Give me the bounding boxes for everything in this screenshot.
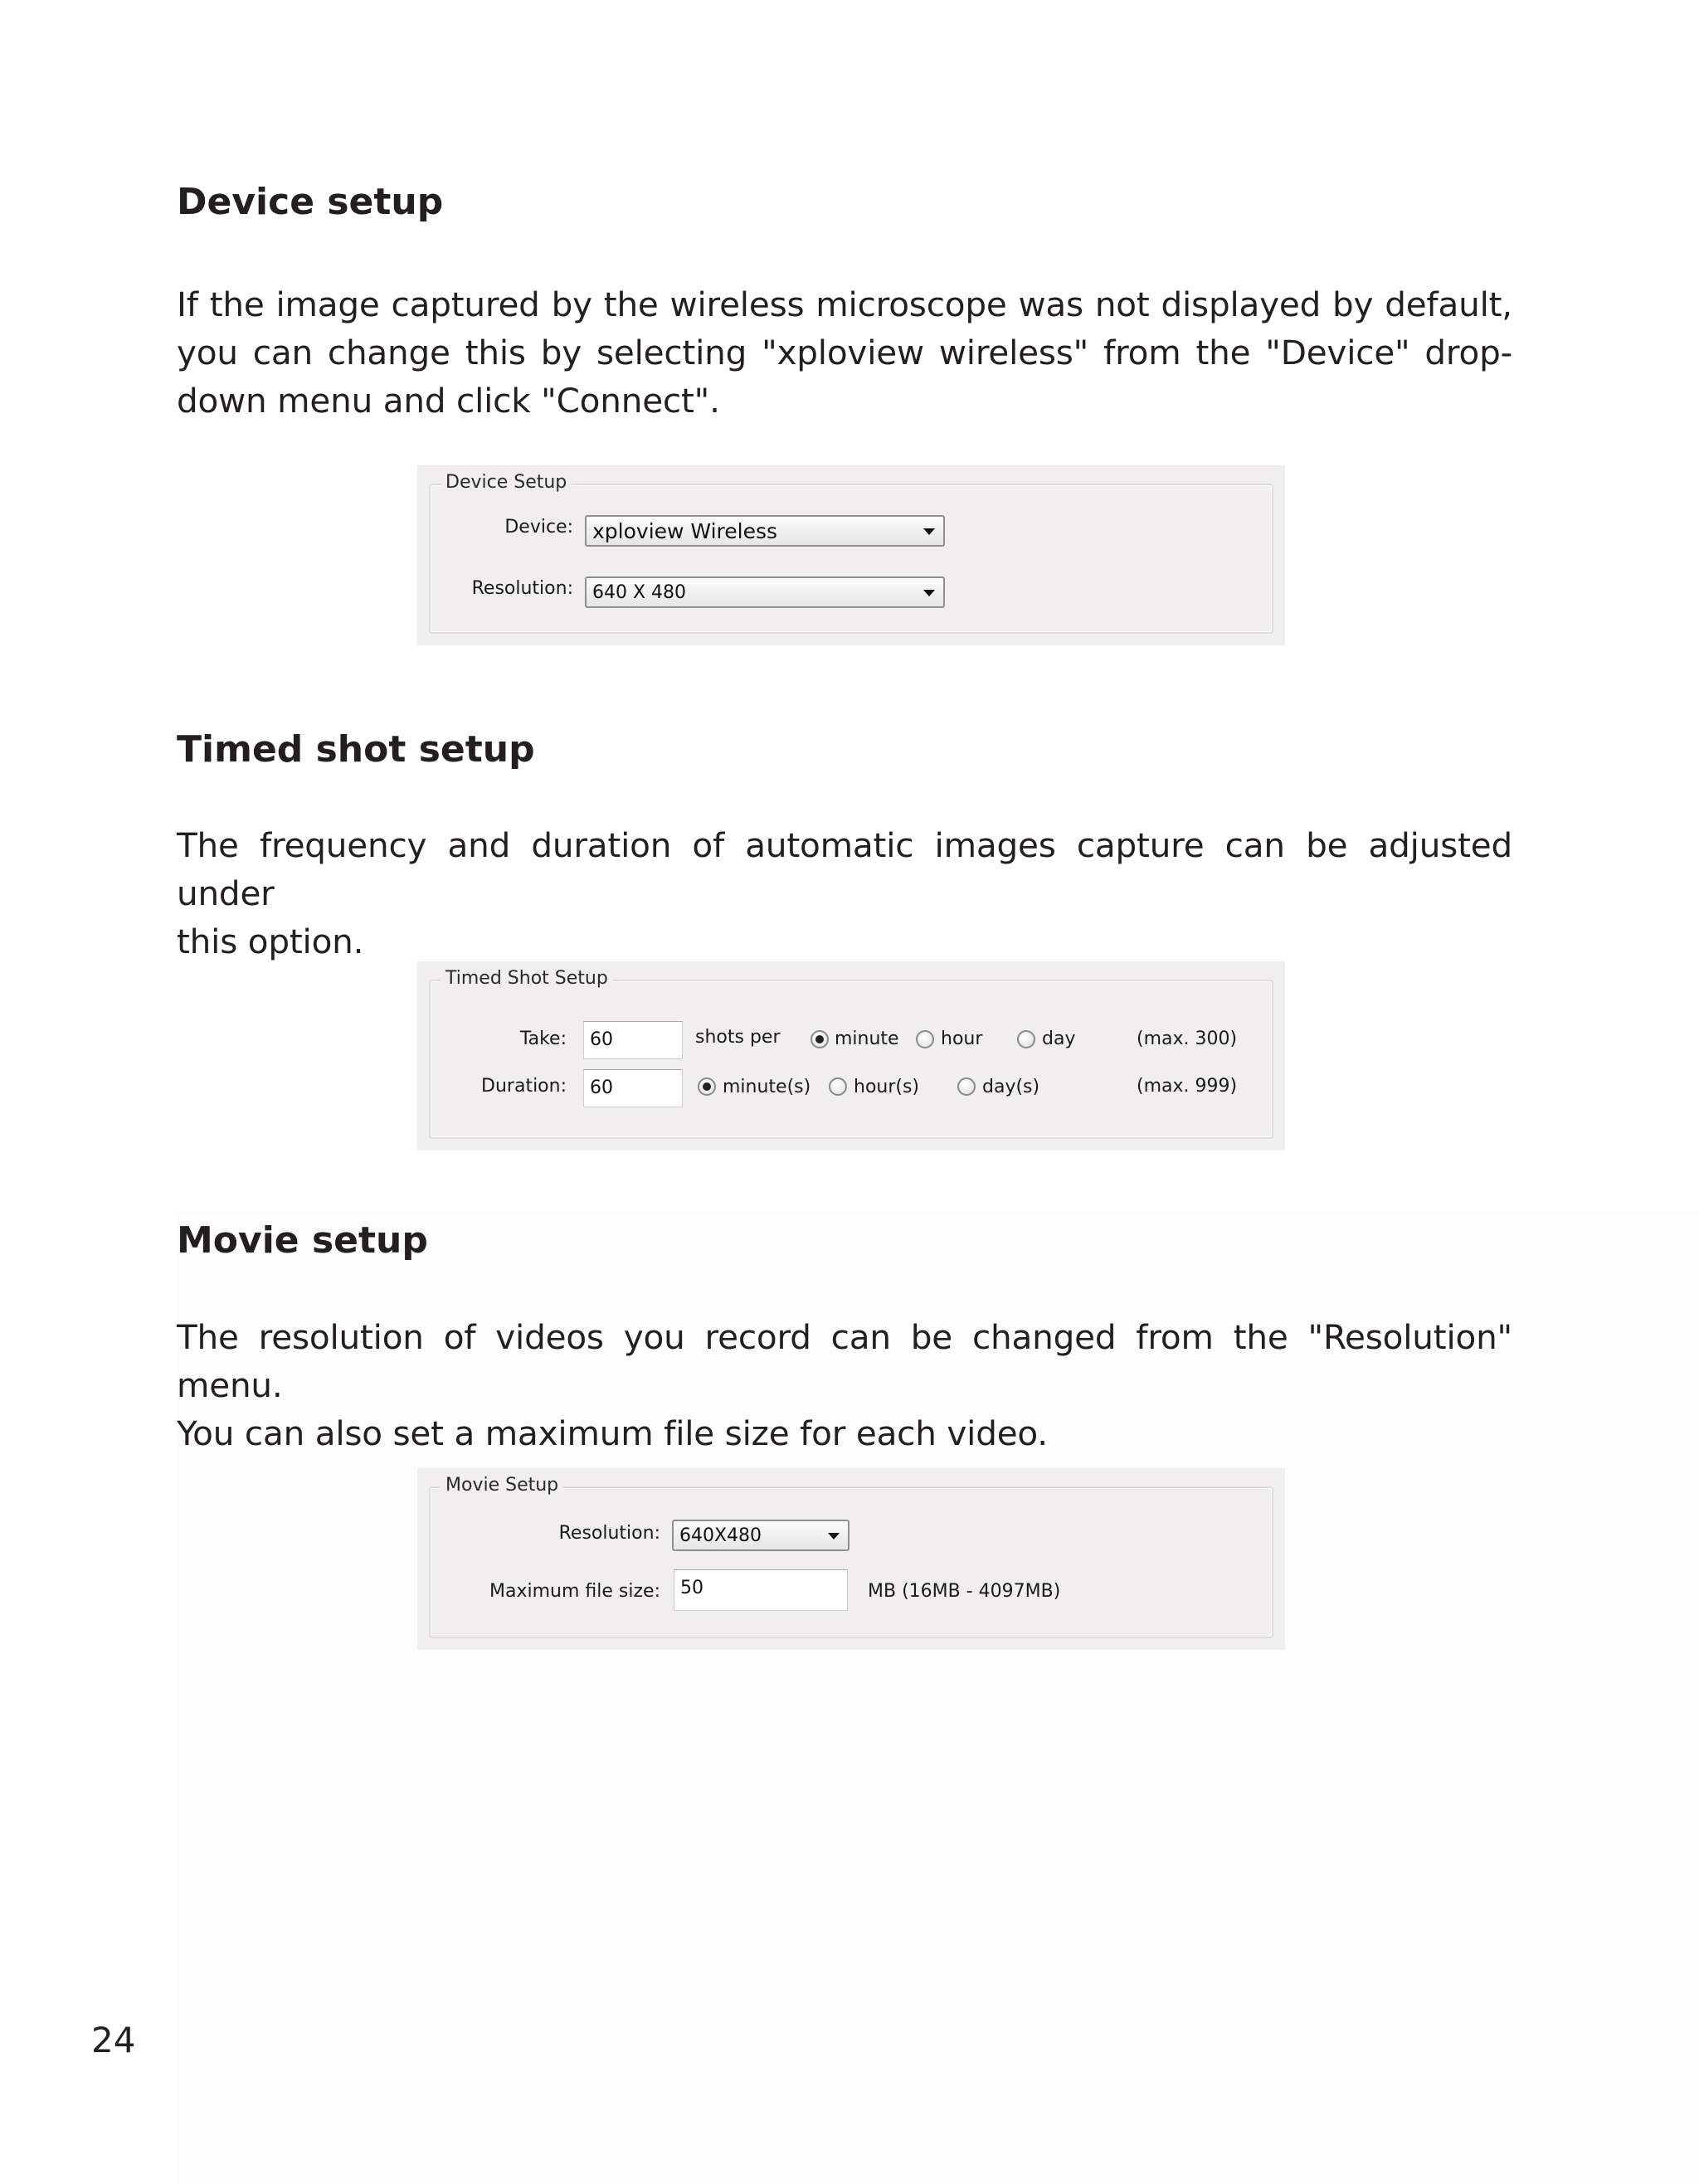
duration-input-value: 60 xyxy=(590,1077,613,1098)
resolution-dropdown-value: 640 X 480 xyxy=(592,582,687,603)
file-size-range-label: MB (16MB - 4097MB) xyxy=(868,1581,1061,1602)
shots-per-label: shots per xyxy=(695,1027,781,1048)
take-minute-label: minute xyxy=(835,1029,899,1049)
chevron-down-icon xyxy=(828,1533,840,1540)
resolution-dropdown[interactable] xyxy=(585,576,945,608)
movie-resolution-dropdown-value: 640X480 xyxy=(679,1525,762,1546)
device-dropdown[interactable] xyxy=(585,515,945,547)
duration-hours-radio[interactable] xyxy=(829,1077,847,1096)
duration-max-label: (max. 999) xyxy=(1137,1076,1238,1097)
movie-setup-panel xyxy=(417,1468,1285,1650)
duration-input[interactable] xyxy=(583,1069,683,1107)
take-minute-radio[interactable] xyxy=(811,1030,829,1048)
take-hour-label: hour xyxy=(941,1029,983,1049)
device-setup-panel-title: Device Setup xyxy=(441,470,572,495)
duration-hours-label: hour(s) xyxy=(854,1077,920,1097)
chevron-down-icon xyxy=(923,528,935,535)
device-label: Device: xyxy=(504,517,573,537)
paragraph-line: this option. xyxy=(177,922,364,961)
duration-minutes-label: minute(s) xyxy=(723,1077,811,1097)
duration-minutes-radio[interactable] xyxy=(698,1077,716,1096)
duration-days-radio[interactable] xyxy=(957,1077,976,1096)
take-max-label: (max. 300) xyxy=(1137,1029,1238,1049)
paragraph-line: The resolution of videos you record can be changed from the "Resolution" menu. xyxy=(177,1317,1512,1405)
max-file-size-input[interactable] xyxy=(674,1569,848,1611)
device-setup-heading: Device setup xyxy=(177,181,444,223)
take-day-radio[interactable] xyxy=(1017,1030,1035,1048)
take-day-label: day xyxy=(1042,1029,1076,1049)
duration-label: Duration: xyxy=(481,1076,567,1097)
movie-setup-paragraph xyxy=(177,1313,1512,1457)
resolution-label: Resolution: xyxy=(471,578,573,599)
movie-setup-panel-title: Movie Setup xyxy=(441,1473,563,1498)
device-setup-paragraph xyxy=(177,280,1512,425)
movie-resolution-dropdown[interactable] xyxy=(672,1520,850,1551)
take-label: Take: xyxy=(519,1029,567,1049)
movie-setup-groupbox xyxy=(429,1486,1273,1638)
movie-setup-heading: Movie setup xyxy=(177,1219,428,1262)
paragraph-line: The frequency and duration of automatic images capture can be adjusted under xyxy=(177,825,1512,913)
take-hour-radio[interactable] xyxy=(916,1030,934,1048)
timed-shot-setup-heading: Timed shot setup xyxy=(177,728,535,771)
chevron-down-icon xyxy=(923,590,935,596)
max-file-size-label: Maximum file size: xyxy=(489,1581,660,1602)
timed-shot-setup-groupbox xyxy=(429,980,1273,1139)
max-file-size-value: 50 xyxy=(680,1578,703,1598)
paragraph-line: If the image captured by the wireless microscope was not displayed by default, xyxy=(177,285,1512,324)
take-input[interactable] xyxy=(583,1021,683,1059)
paragraph-line: down menu and click "Connect". xyxy=(177,381,720,421)
paragraph-line: you can change this by selecting "xploview wireless" from the "Device" drop- xyxy=(177,333,1512,372)
device-dropdown-value: xploview Wireless xyxy=(592,519,778,543)
movie-resolution-label: Resolution: xyxy=(558,1523,660,1544)
page-number: 24 xyxy=(91,2020,136,2060)
timed-shot-setup-panel-title: Timed Shot Setup xyxy=(441,966,613,991)
device-setup-panel xyxy=(417,465,1285,645)
duration-days-label: day(s) xyxy=(982,1077,1040,1097)
take-input-value: 60 xyxy=(590,1029,613,1050)
timed-shot-setup-paragraph xyxy=(177,821,1512,966)
paragraph-line: You can also set a maximum file size for each video. xyxy=(177,1413,1048,1453)
device-setup-groupbox xyxy=(429,484,1273,634)
timed-shot-setup-panel xyxy=(417,961,1285,1150)
